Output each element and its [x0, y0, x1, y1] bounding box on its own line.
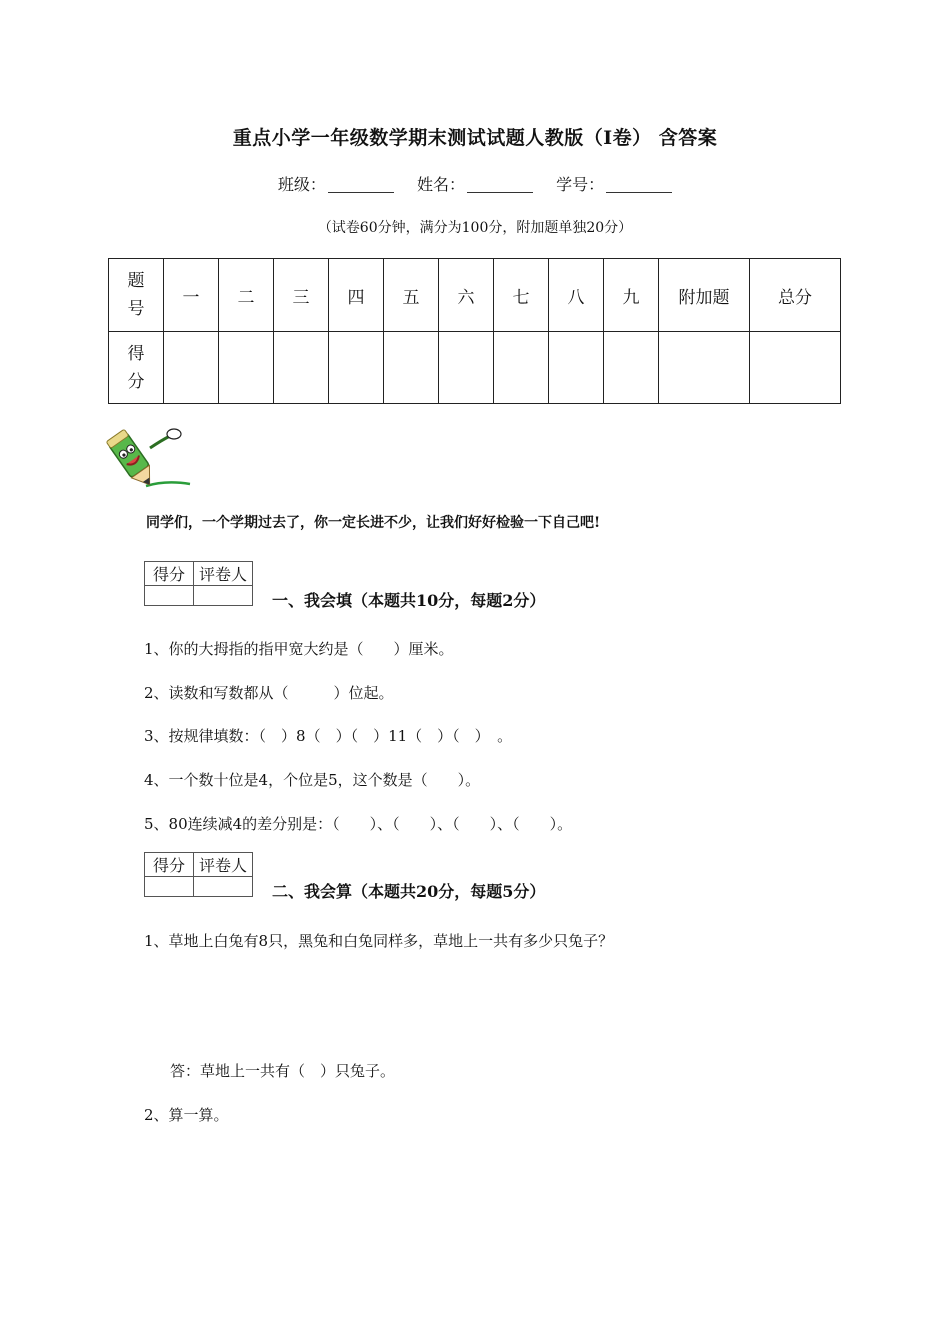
question-item: 1、草地上白兔有8只，黑兔和白兔同样多，草地上一共有多少只兔子？: [144, 932, 614, 950]
question-item: 3、按规律填数：（ ）8（ ）（ ）11（ ）（ ） 。: [144, 727, 513, 745]
col-header: 四: [329, 259, 384, 332]
col-header: 九: [604, 259, 659, 332]
score-table: [108, 258, 841, 404]
col-header: 一: [164, 259, 219, 332]
grader-score-cell[interactable]: [145, 586, 194, 606]
score-cell[interactable]: [164, 332, 219, 404]
grader-name-cell[interactable]: [194, 586, 253, 606]
score-cell[interactable]: [439, 332, 494, 404]
col-header: 六: [439, 259, 494, 332]
grader-score-label: 得分: [145, 853, 194, 877]
grader-name-label: 评卷人: [194, 562, 253, 586]
col-header: 七: [494, 259, 549, 332]
question-item: 2、算一算。: [144, 1106, 229, 1124]
col-header: 八: [549, 259, 604, 332]
score-cell[interactable]: [219, 332, 274, 404]
exam-note: （试卷60分钟，满分为100分，附加题单独20分）: [317, 220, 633, 236]
grader-score-label: 得分: [145, 562, 194, 586]
row-header-score: 得分: [109, 332, 164, 404]
question-item: 2、读数和写数都从（ ）位起。: [144, 684, 394, 702]
answer-line: 答：草地上一共有（ ）只兔子。: [170, 1062, 396, 1080]
grader-score-cell[interactable]: [145, 877, 194, 897]
section-1-heading: 一、我会填（本题共10分，每题2分）: [272, 591, 546, 610]
col-header: 附加题: [659, 259, 750, 332]
score-cell[interactable]: [274, 332, 329, 404]
score-cell[interactable]: [494, 332, 549, 404]
grader-name-cell[interactable]: [194, 877, 253, 897]
grader-name-label: 评卷人: [194, 853, 253, 877]
pencil-mascot-icon: [106, 424, 194, 494]
row-header-question-number: 题号: [109, 259, 164, 332]
col-header: 总分: [750, 259, 841, 332]
name-blank: [467, 176, 533, 193]
student-info: [0, 172, 950, 195]
id-blank: [606, 176, 672, 193]
score-cell[interactable]: [329, 332, 384, 404]
name-label: 姓名：: [416, 175, 465, 194]
grader-box-1: [144, 561, 253, 606]
col-header: 二: [219, 259, 274, 332]
question-item: 5、80连续减4的差分别是：（ ）、（ ）、（ ）、（ ）。: [144, 815, 573, 833]
greeting-text: 同学们，一个学期过去了，你一定长进不少，让我们好好检验一下自己吧!: [146, 515, 601, 531]
score-cell[interactable]: [750, 332, 841, 404]
score-cell[interactable]: [659, 332, 750, 404]
question-item: 4、一个数十位是4，个位是5，这个数是（ ）。: [144, 771, 481, 789]
id-label: 学号：: [556, 175, 605, 194]
col-header: 三: [274, 259, 329, 332]
col-header: 五: [384, 259, 439, 332]
question-item: 1、你的大拇指的指甲宽大约是（ ）厘米。: [144, 640, 454, 658]
class-label: 班级：: [277, 175, 326, 194]
section-2-heading: 二、我会算（本题共20分，每题5分）: [272, 882, 546, 901]
score-cell[interactable]: [549, 332, 604, 404]
page-title: 重点小学一年级数学期末测试试题人教版（I卷） 含答案: [232, 127, 718, 149]
class-blank: [328, 176, 394, 193]
grader-box-2: [144, 852, 253, 897]
score-cell[interactable]: [384, 332, 439, 404]
score-cell[interactable]: [604, 332, 659, 404]
